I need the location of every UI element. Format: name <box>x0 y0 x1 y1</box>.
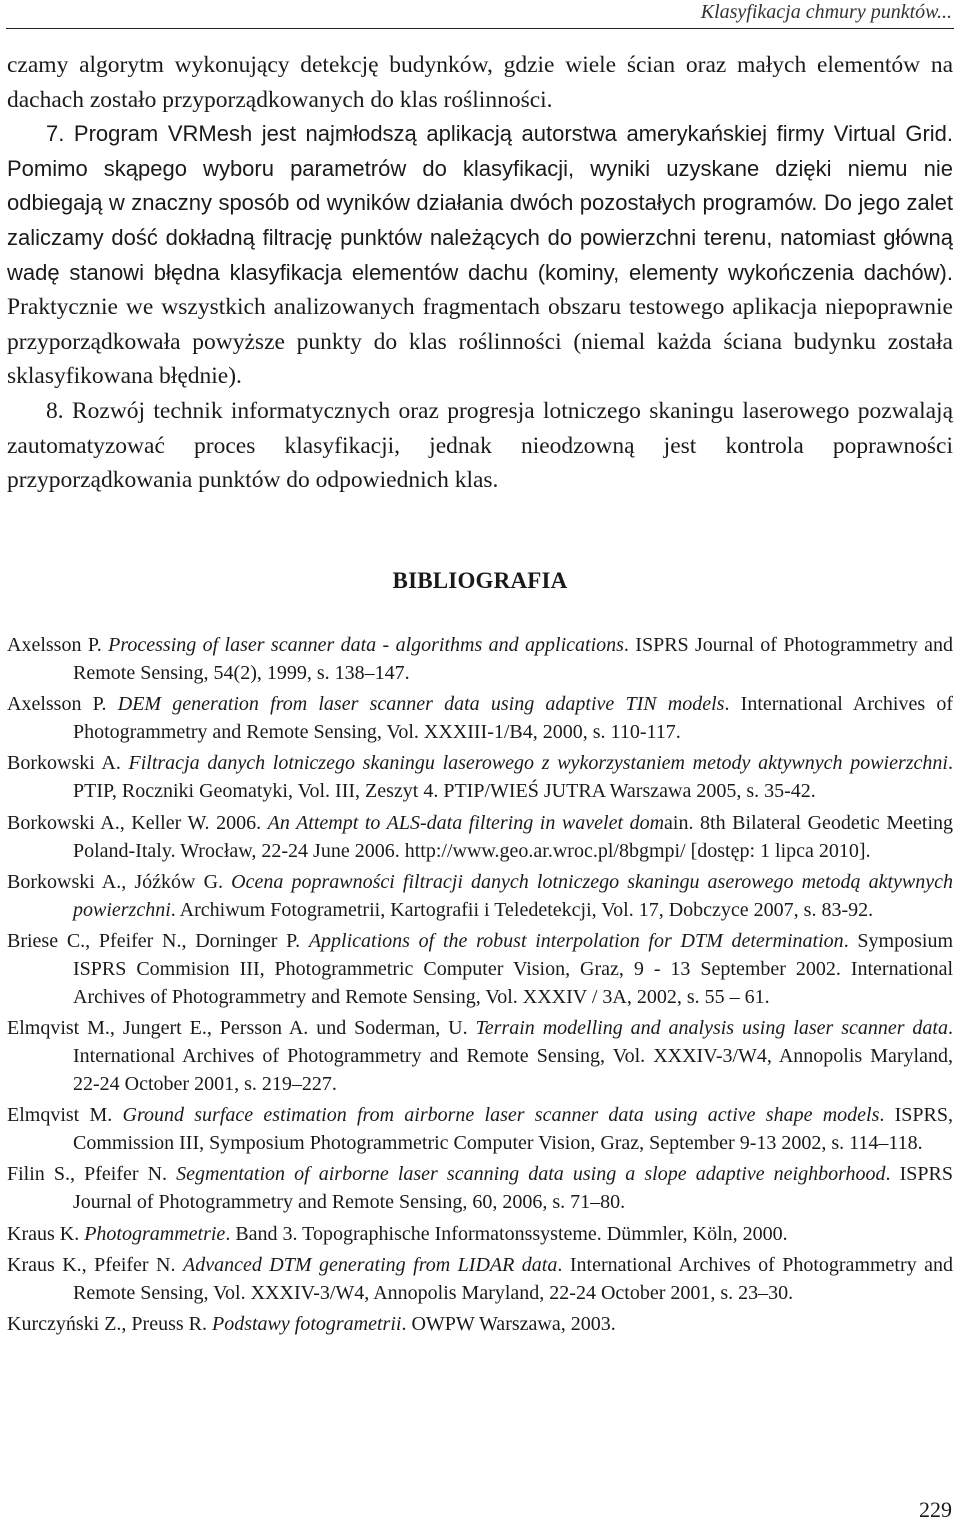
running-header: Klasyfikacja chmury punktów... <box>700 1 952 23</box>
bib-title: Segmentation of airborne laser scanning data using a slope adaptive neighborhood <box>176 1163 886 1186</box>
bib-title: Photogrammetrie <box>84 1222 226 1245</box>
bib-entry <box>7 928 953 1012</box>
paragraph-7-serif-text: Praktycznie we wszystkich analizowanych fragmentach obszaru testowego aplikacja niepoprawnie przyporządkowała powyższe punkty do klas roślinności (niemal każda ściana budynku została sklasyfikowana błędnie). <box>7 294 953 390</box>
paragraph-8: 8. Rozwój technik informatycznych oraz progresja lotniczego skaningu laserowego pozwalają zautomatyzować proces klasyfikacji, jednak nieodzowną jest kontrola poprawności przyporządkowania punktów do odpowiednich klas. <box>7 397 953 494</box>
bib-title: Processing of laser scanner data - algorithms and applications <box>108 634 624 656</box>
header-rule <box>6 28 954 29</box>
bib-entry <box>7 1311 953 1339</box>
bib-entry <box>7 632 953 688</box>
bib-rest: . PTIP, Roczniki Geomatyki, Vol. III, Zeszyt 4. PTIP/WIEŚ JUTRA Warszawa 2005, s. 35-42. <box>73 752 953 803</box>
bib-entry <box>7 1015 953 1099</box>
bib-rest: . ISPRS, Commission III, Symposium Photogrammetric Computer Vision, Graz, September 9-13 2002, s. 114–118. <box>73 1104 954 1155</box>
bib-entry <box>7 750 953 806</box>
bib-rest: ain. 8th Bilateral Geodetic Meeting Poland-Italy. Wrocław, 22-24 June 2006. http://www.geo.ar.wroc.pl/8bgmpi/ [dostęp: 1 lipca 2010]. <box>73 811 954 862</box>
paragraph-7-sans-text: 7. Program VRMesh jest najmłodszą aplikacją autorstwa amerykańskiej firmy Virtual Grid. Pomimo skąpego wyboru parametrów do klasyfikacji, wyniki uzyskane dzięki niemu nie odbiegają w znaczny sposób od wyników działania dwóch pozostałych programów. Do jego zalet zaliczamy dość dokładną filtrację punktów należących do powierzchni terenu, natomiast główną wadę stanowi błędna klasyfikacja elementów dachu (kominy, elementy wykończenia dachów). <box>7 121 953 285</box>
bib-rest: . OWPW Warszawa, 2003. <box>401 1313 616 1336</box>
bib-rest: . Archiwum Fotogrametrii, Kartografii i Teledetekcji, Vol. 17, Dobczyce 2007, s. 83-92. <box>170 898 874 921</box>
bibliography-heading: BIBLIOGRAFIA <box>392 568 568 593</box>
bib-title: Podstawy fotogrametrii <box>211 1313 402 1336</box>
bib-authors: Borkowski A., Jóźków G. <box>7 870 232 893</box>
bib-title: Ground surface estimation from airborne laser scanner data using active shape models <box>122 1104 880 1127</box>
bib-rest: . International Archives of Photogrammetry and Remote Sensing, Vol. XXXIV-3/W4, Annopolis Maryland, 22-24 October 2001, s. 23–30. <box>73 1253 954 1304</box>
bib-entry <box>7 1252 953 1308</box>
bib-title: An Attempt to ALS-data filtering in wavelet dom <box>267 811 665 834</box>
bib-title: Applications of the robust interpolation for DTM determination <box>308 930 844 953</box>
bib-authors: Kurczyński Z., Preuss R. <box>7 1313 212 1336</box>
bib-entry <box>7 869 953 925</box>
paragraph-7 <box>7 117 953 394</box>
bib-entry <box>7 810 953 866</box>
bib-rest: . ISPRS Journal of Photogrammetry and Remote Sensing, 54(2), 1999, s. 138–147. <box>73 634 953 684</box>
bib-authors: Briese C., Pfeifer N., Dorninger P. <box>7 930 309 953</box>
bib-title: Filtracja danych lotniczego skaningu laserowego z wykorzystaniem metody aktywnych powierzchni <box>128 752 948 775</box>
bib-title: Advanced DTM generating from LIDAR data <box>182 1253 558 1276</box>
bib-authors: Borkowski A., Keller W. 2006. <box>7 811 268 834</box>
bib-rest: . International Archives of Photogrammetry and Remote Sensing, Vol. XXXIII-1/B4, 2000, s. 110-117. <box>73 693 953 744</box>
bib-rest: . International Archives of Photogrammetry and Remote Sensing, Vol. XXXIV-3/W4, Annopolis Maryland, 22-24 October 2001, s. 219–227. <box>73 1017 953 1095</box>
paragraph-continuation: czamy algorytm wykonujący detekcję budynków, gdzie wiele ścian oraz małych elementów na dachach zostało przyporządkowanych do klas roślinności. <box>7 52 953 113</box>
body-text <box>7 48 953 498</box>
bib-rest: . ISPRS Journal of Photogrammetry and Remote Sensing, 60, 2006, s. 71–80. <box>73 1163 953 1214</box>
bib-title: DEM generation from laser scanner data using adaptive TIN models <box>117 693 725 716</box>
page-number: 229 <box>919 1497 952 1522</box>
bib-entry <box>7 1102 953 1158</box>
bib-authors: Kraus K., Pfeifer N. <box>7 1253 183 1276</box>
bib-entry <box>7 1161 953 1217</box>
bib-entry <box>7 691 953 747</box>
bib-authors: Axelsson P. <box>7 634 109 656</box>
bib-authors: Axelsson P. <box>7 693 118 716</box>
bib-authors: Filin S., Pfeifer N. <box>7 1163 177 1186</box>
bib-rest: . Band 3. Topographische Informatonssysteme. Dümmler, Köln, 2000. <box>225 1222 788 1245</box>
bib-authors: Elmqvist M., Jungert E., Persson A. und Soderman, U. <box>7 1017 476 1040</box>
bibliography-list <box>7 632 953 1342</box>
bib-rest: . Symposium ISPRS Commision III, Photogrammetric Computer Vision, Graz, 9 - 13 September 2002. International Archives of Photogrammetry and Remote Sensing, Vol. XXXIV / 3A, 2002, s. 55 – 61. <box>73 930 954 1008</box>
bib-authors: Borkowski A. <box>7 752 129 775</box>
bib-entry <box>7 1221 953 1249</box>
bib-title: Terrain modelling and analysis using laser scanner data <box>475 1017 948 1040</box>
bib-authors: Elmqvist M. <box>7 1104 123 1127</box>
bib-authors: Kraus K. <box>7 1222 85 1245</box>
bib-title: Ocena poprawności filtracji danych lotniczego skaningu aserowego metodą aktywnych powierzchni <box>73 870 953 921</box>
